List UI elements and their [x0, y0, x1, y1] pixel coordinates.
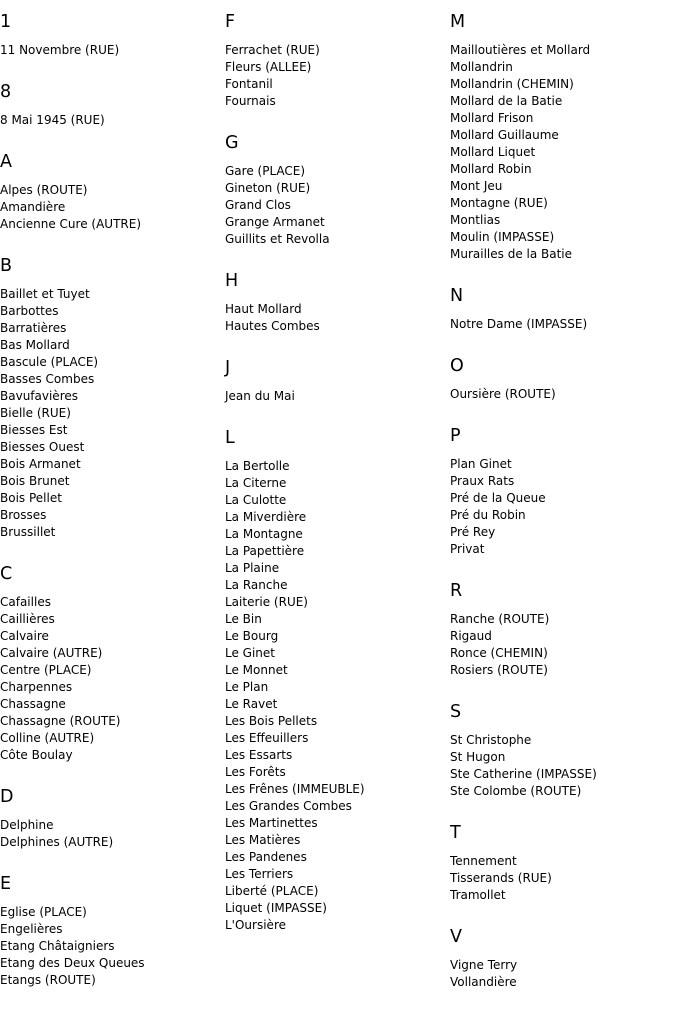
street-list-item[interactable]: Pré Rey	[450, 525, 496, 539]
street-list-item[interactable]: Caillières	[0, 612, 55, 626]
street-list-item[interactable]: Etang Châtaigniers	[0, 939, 115, 953]
street-list-item[interactable]: Delphine	[0, 818, 54, 832]
street-list-item[interactable]: Côte Boulay	[0, 748, 73, 762]
street-list-item[interactable]: Tennement	[450, 854, 517, 868]
street-list-item[interactable]: Ste Catherine (IMPASSE)	[450, 767, 597, 781]
street-list-item[interactable]: Notre Dame (IMPASSE)	[450, 317, 588, 331]
street-list-item[interactable]: Les Matières	[225, 833, 301, 847]
letter-section	[450, 821, 675, 904]
street-list-item[interactable]: Fleurs (ALLEE)	[225, 60, 312, 74]
section-letter-heading: 8	[0, 82, 12, 102]
section-letter-heading: H	[225, 271, 239, 291]
street-list-item[interactable]: Oursière (ROUTE)	[450, 387, 556, 401]
street-list-item[interactable]: Les Essarts	[225, 748, 293, 762]
section-letter-heading: O	[450, 356, 464, 376]
street-list	[450, 316, 675, 333]
street-list-item[interactable]: Le Ravet	[225, 697, 278, 711]
street-list-item[interactable]: La Ranche	[225, 578, 288, 592]
street-list-item[interactable]: La Citerne	[225, 476, 287, 490]
street-list-item[interactable]: Biesses Ouest	[0, 440, 85, 454]
street-list-item[interactable]: Vollandière	[450, 975, 517, 989]
street-list-item[interactable]: Plan Ginet	[450, 457, 512, 471]
street-list-item[interactable]: Tramollet	[450, 888, 506, 902]
street-list-item[interactable]: Montlias	[450, 213, 501, 227]
street-list-item[interactable]: Barratières	[0, 321, 67, 335]
street-list-item[interactable]: Delphines (AUTRE)	[0, 835, 114, 849]
section-letter-heading: T	[450, 823, 461, 843]
street-list-item[interactable]: La Plaine	[225, 561, 280, 575]
street-list-item[interactable]: Guillits et Revolla	[225, 232, 330, 246]
street-list-item[interactable]: Mollard Frison	[450, 111, 534, 125]
street-list	[450, 853, 675, 904]
section-letter-heading: E	[0, 874, 12, 894]
street-list	[225, 458, 450, 934]
street-list-item[interactable]: Ronce (CHEMIN)	[450, 646, 548, 660]
street-list-item[interactable]: Mollandrin (CHEMIN)	[450, 77, 574, 91]
street-list-item[interactable]: St Christophe	[450, 733, 532, 747]
letter-section	[450, 10, 675, 263]
street-list	[450, 732, 675, 800]
street-list-item[interactable]: Le Monnet	[225, 663, 288, 677]
street-list-item[interactable]: Ste Colombe (ROUTE)	[450, 784, 582, 798]
street-list-item[interactable]: Bielle (RUE)	[0, 406, 71, 420]
letter-section	[0, 80, 225, 129]
street-list-item[interactable]: Le Bin	[225, 612, 262, 626]
street-list-item[interactable]: 8 Mai 1945 (RUE)	[0, 113, 105, 127]
street-list-item[interactable]: Amandière	[0, 200, 66, 214]
street-list-item[interactable]: Biesses Est	[0, 423, 68, 437]
street-list	[225, 301, 450, 335]
street-list-item[interactable]: Le Bourg	[225, 629, 279, 643]
street-list	[450, 611, 675, 679]
street-list-item[interactable]: Brussillet	[0, 525, 56, 539]
section-letter-heading: S	[450, 702, 462, 722]
letter-section	[225, 131, 450, 248]
street-list-item[interactable]: Haut Mollard	[225, 302, 302, 316]
street-list-item[interactable]: Engelières	[0, 922, 63, 936]
street-list-item[interactable]: La Montagne	[225, 527, 303, 541]
street-list-item[interactable]: Bavufavières	[0, 389, 78, 403]
street-list-item[interactable]: 11 Novembre (RUE)	[0, 43, 120, 57]
street-list	[450, 957, 675, 991]
street-list-item[interactable]: St Hugon	[450, 750, 506, 764]
section-letter-heading: M	[450, 12, 466, 32]
section-letter-heading: V	[450, 927, 462, 947]
street-list-item[interactable]: Pré du Robin	[450, 508, 526, 522]
street-list-item[interactable]: Rosiers (ROUTE)	[450, 663, 548, 677]
letter-section	[0, 10, 225, 59]
street-list-item[interactable]: Bascule (PLACE)	[0, 355, 99, 369]
street-list	[225, 388, 450, 405]
street-list-item[interactable]: Les Martinettes	[225, 816, 318, 830]
street-list-item[interactable]: Rigaud	[450, 629, 492, 643]
section-letter-heading: N	[450, 286, 464, 306]
street-list	[0, 904, 225, 989]
street-list-item[interactable]: Bois Armanet	[0, 457, 81, 471]
letter-section	[450, 354, 675, 403]
street-list-item[interactable]: Alpes (ROUTE)	[0, 183, 88, 197]
street-list	[225, 163, 450, 248]
street-list-item[interactable]: Vigne Terry	[450, 958, 518, 972]
section-letter-heading: G	[225, 133, 239, 153]
street-list-item[interactable]: Ferrachet (RUE)	[225, 43, 320, 57]
street-list-item[interactable]: Gare (PLACE)	[225, 164, 306, 178]
letter-section	[450, 925, 675, 991]
street-list-item[interactable]: Ancienne Cure (AUTRE)	[0, 217, 141, 231]
section-letter-heading: C	[0, 564, 13, 584]
street-list-item[interactable]: Les Effeuillers	[225, 731, 309, 745]
street-list-item[interactable]: Moulin (IMPASSE)	[450, 230, 555, 244]
street-list-item[interactable]: Le Ginet	[225, 646, 275, 660]
street-list-item[interactable]: Etang des Deux Queues	[0, 956, 145, 970]
letter-section	[0, 872, 225, 989]
street-list-item[interactable]: Les Bois Pellets	[225, 714, 318, 728]
street-list-item[interactable]: La Bertolle	[225, 459, 290, 473]
street-list-item[interactable]: Privat	[450, 542, 485, 556]
street-list	[0, 817, 225, 851]
street-list-item[interactable]: Mollandrin	[450, 60, 513, 74]
letter-section	[225, 269, 450, 335]
index-column-1	[0, 10, 225, 1010]
letter-section	[450, 579, 675, 679]
street-list-item[interactable]: Grand Clos	[225, 198, 291, 212]
street-list-item[interactable]: Basses Combes	[0, 372, 95, 386]
section-letter-heading: B	[0, 256, 13, 276]
street-list-item[interactable]: Fontanil	[225, 77, 273, 91]
street-list-item[interactable]: Laiterie (RUE)	[225, 595, 308, 609]
street-list-item[interactable]: Les Pandenes	[225, 850, 307, 864]
letter-section	[0, 562, 225, 764]
street-list-item[interactable]: Les Frênes (IMMEUBLE)	[225, 782, 365, 796]
street-list-item[interactable]: Ranche (ROUTE)	[450, 612, 550, 626]
street-list-item[interactable]: Fournais	[225, 94, 276, 108]
street-list-item[interactable]: Barbottes	[0, 304, 59, 318]
street-list-item[interactable]: Etangs (ROUTE)	[0, 973, 96, 987]
street-list	[450, 456, 675, 558]
street-list-item[interactable]: La Culotte	[225, 493, 287, 507]
street-list-item[interactable]: Colline (AUTRE)	[0, 731, 95, 745]
section-letter-heading: L	[225, 428, 235, 448]
street-list-item[interactable]: Centre (PLACE)	[0, 663, 92, 677]
street-list-item[interactable]: Cafailles	[0, 595, 51, 609]
street-list-item[interactable]: Jean du Mai	[225, 389, 295, 403]
street-list-item[interactable]: Mailloutières et Mollard	[450, 43, 591, 57]
section-letter-heading: F	[225, 12, 236, 32]
street-list-item[interactable]: Chassagne (ROUTE)	[0, 714, 121, 728]
street-list-item[interactable]: Mollard Liquet	[450, 145, 536, 159]
section-letter-heading: A	[0, 152, 12, 172]
letter-section	[225, 10, 450, 110]
letter-section	[225, 426, 450, 934]
street-list-item[interactable]: La Miverdière	[225, 510, 307, 524]
street-list	[0, 182, 225, 233]
street-list-item[interactable]: Eglise (PLACE)	[0, 905, 87, 919]
street-list-item[interactable]: Les Terriers	[225, 867, 294, 881]
street-list-item[interactable]: Murailles de la Batie	[450, 247, 573, 261]
street-list-item[interactable]: Mollard Guillaume	[450, 128, 559, 142]
street-list-item[interactable]: Montagne (RUE)	[450, 196, 548, 210]
street-list-item[interactable]: Hautes Combes	[225, 319, 320, 333]
letter-section	[225, 356, 450, 405]
street-list-item[interactable]: Tisserands (RUE)	[450, 871, 552, 885]
letter-section	[0, 785, 225, 851]
letter-section	[0, 150, 225, 233]
index-column-2	[225, 10, 450, 955]
street-list-item[interactable]: L'Oursière	[225, 918, 286, 932]
street-list-item[interactable]: Liberté (PLACE)	[225, 884, 319, 898]
street-list	[0, 112, 225, 129]
street-list-item[interactable]: Calvaire	[0, 629, 49, 643]
street-list-item[interactable]: Mollard Robin	[450, 162, 532, 176]
street-list	[450, 42, 675, 263]
street-list-item[interactable]: Praux Rats	[450, 474, 515, 488]
street-list-item[interactable]: Pré de la Queue	[450, 491, 546, 505]
street-list-item[interactable]: Le Plan	[225, 680, 269, 694]
section-letter-heading: D	[0, 787, 14, 807]
street-list	[225, 42, 450, 110]
street-list-item[interactable]: Mont Jeu	[450, 179, 503, 193]
street-list-item[interactable]: Baillet et Tuyet	[0, 287, 90, 301]
letter-section	[0, 254, 225, 541]
street-list-item[interactable]: Brosses	[0, 508, 47, 522]
section-letter-heading: J	[225, 358, 231, 378]
street-list-item[interactable]: Les Forêts	[225, 765, 286, 779]
street-list	[0, 42, 225, 59]
street-list-item[interactable]: Gineton (RUE)	[225, 181, 311, 195]
street-list-item[interactable]: Bois Brunet	[0, 474, 70, 488]
street-list-item[interactable]: Calvaire (AUTRE)	[0, 646, 103, 660]
street-list-item[interactable]: Bas Mollard	[0, 338, 70, 352]
street-list-item[interactable]: La Papettière	[225, 544, 305, 558]
section-letter-heading: 1	[0, 12, 12, 32]
index-column-3	[450, 10, 675, 1012]
street-list-item[interactable]: Liquet (IMPASSE)	[225, 901, 327, 915]
street-list-item[interactable]: Grange Armanet	[225, 215, 325, 229]
letter-section	[450, 424, 675, 558]
section-letter-heading: P	[450, 426, 461, 446]
letter-section	[450, 700, 675, 800]
street-list-item[interactable]: Mollard de la Batie	[450, 94, 563, 108]
street-list	[0, 286, 225, 541]
street-list-item[interactable]: Bois Pellet	[0, 491, 62, 505]
street-list-item[interactable]: Chassagne	[0, 697, 66, 711]
street-list-item[interactable]: Les Grandes Combes	[225, 799, 352, 813]
section-letter-heading: R	[450, 581, 463, 601]
street-list	[450, 386, 675, 403]
street-list-item[interactable]: Charpennes	[0, 680, 73, 694]
street-list	[0, 594, 225, 764]
letter-section	[450, 284, 675, 333]
